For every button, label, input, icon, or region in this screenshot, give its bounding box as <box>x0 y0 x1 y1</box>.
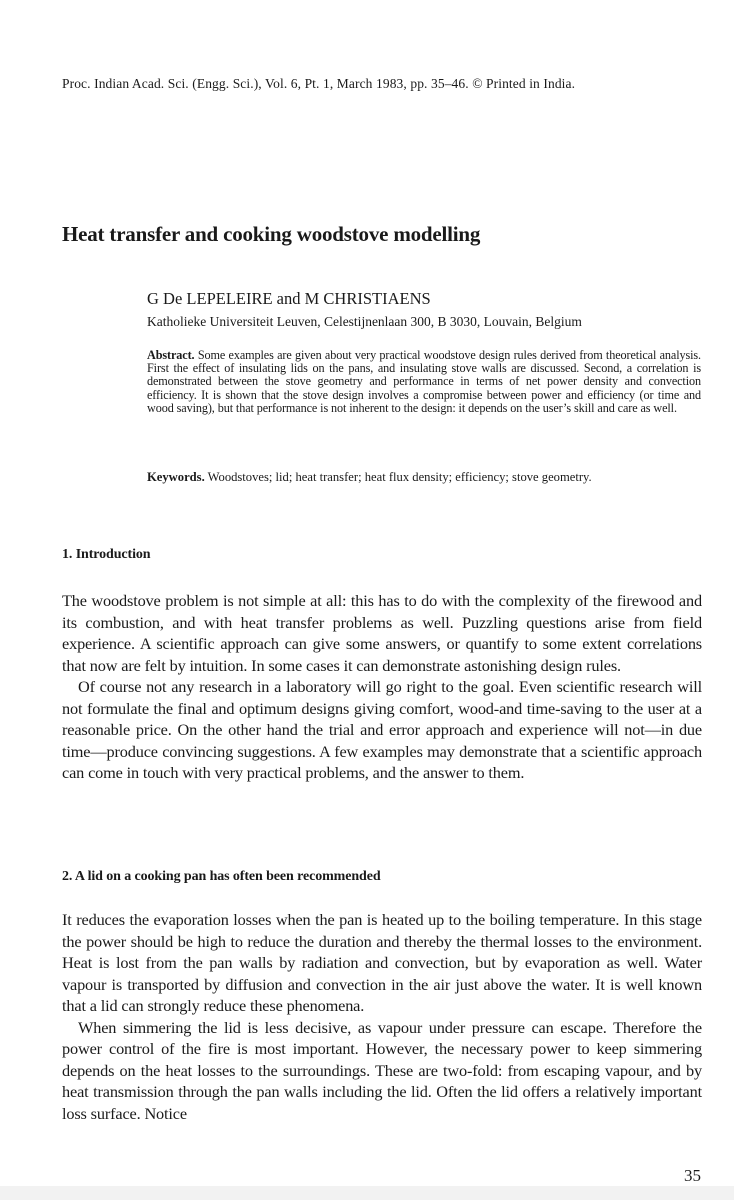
paragraph: The woodstove problem is not simple at all: this has to do with the complexity of the firewood and its combustion, and with heat transfer problems as well. Puzzling questions arise from field experience. A scientific approach can give some answers, or quantify to some extent correlations that now are felt by intuition. In some cases it can demonstrate astonishing design rules. <box>62 591 702 675</box>
abstract-text: Some examples are given about very practical woodstove design rules derived from theoretical analysis. First the effect of insulating lids on the pans, and insulating stove walls are discussed. Second, a correlation is demonstrated between the stove geometry and performance in terms of net power density and convection efficiency. It is shown that the stove design involves a compromise between power and efficiency (or time and wood saving), but that performance is not inherent to the design: it depends on the user’s skill and care as well. <box>147 348 702 415</box>
paper-title: Heat transfer and cooking woodstove modelling <box>62 222 481 246</box>
keywords <box>147 470 701 485</box>
section-body-introduction <box>62 590 702 784</box>
page-bottom-edge <box>0 1186 734 1200</box>
section-heading-lid: 2. A lid on a cooking pan has often been recommended <box>62 869 381 884</box>
authors: G De LEPELEIRE and M CHRISTIAENS <box>147 289 431 308</box>
affiliation: Katholieke Universiteit Leuven, Celestijnenlaan 300, B 3030, Louvain, Belgium <box>147 314 582 329</box>
keywords-label: Keywords. <box>147 470 205 484</box>
paragraph: It reduces the evaporation losses when the pan is heated up to the boiling temperature. In this stage the power should be high to reduce the duration and thereby the thermal losses to the environment. Heat is lost from the pan walls by radiation and convection, but by evaporation as well. Water vapour is transported by diffusion and convection in the air just above the water. It is well known that a lid can strongly reduce these phenomena. <box>62 910 702 1015</box>
section-body-lid <box>62 909 702 1124</box>
abstract-label: Abstract. <box>147 348 195 362</box>
keywords-text: Woodstoves; lid; heat transfer; heat flux density; efficiency; stove geometry. <box>207 470 592 484</box>
page-number: 35 <box>684 1166 701 1185</box>
paragraph: When simmering the lid is less decisive, as vapour under pressure can escape. Therefore the power control of the fire is most important. However, the necessary power to keep simmering depends on the heat losses to the surroundings. These are two-fold: from escaping vapour, and by heat transmission through the pan walls including the lid. Often the lid offers a relatively important loss surface. Notice <box>62 1017 702 1123</box>
journal-citation: Proc. Indian Acad. Sci. (Engg. Sci.), Vol. 6, Pt. 1, March 1983, pp. 35–46. © Printed in India. <box>62 76 576 91</box>
paragraph: Of course not any research in a laboratory will go right to the goal. Even scientific research will not formulate the final and optimum designs giving comfort, wood-and time-saving to the user at a reasonable price. On the other hand the trial and error approach and experience will not—in due time—produce convincing suggestions. A few examples may demonstrate that a scientific approach can come in touch with very practical problems, and the answer to them. <box>62 677 702 782</box>
section-heading-introduction: 1. Introduction <box>62 547 151 562</box>
abstract <box>147 349 701 415</box>
